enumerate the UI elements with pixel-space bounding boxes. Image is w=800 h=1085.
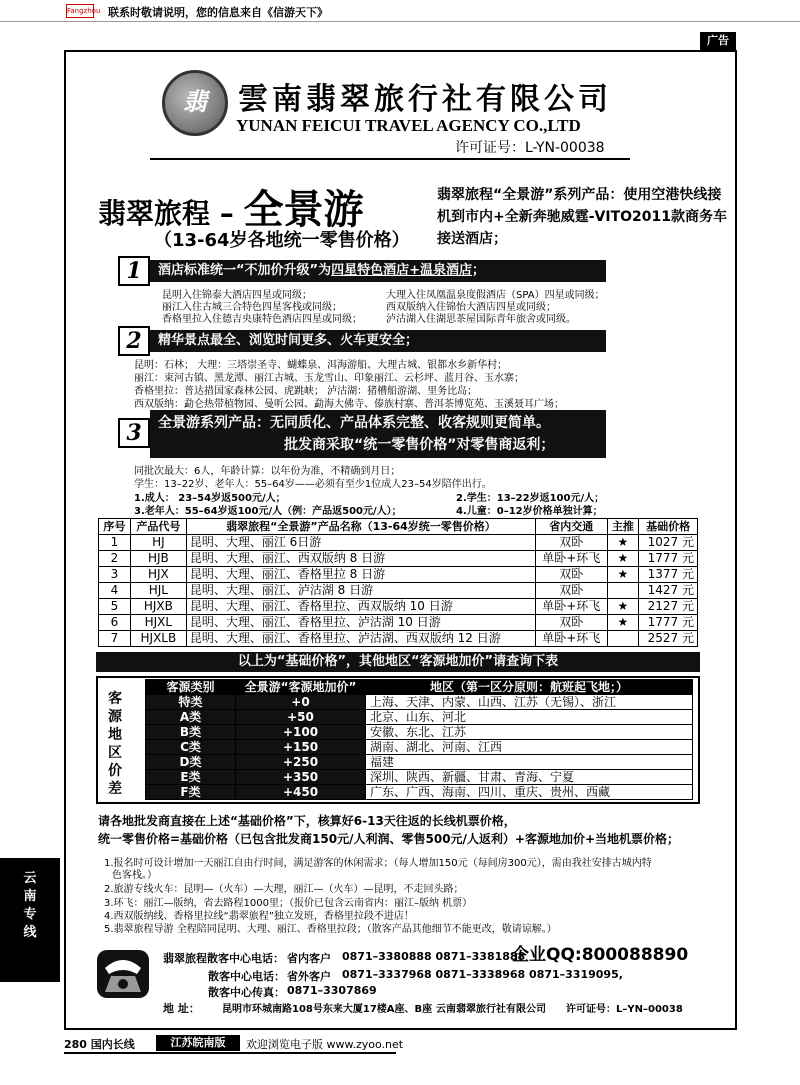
note-line: 2.旅游专线火车：昆明—（火车）—大理，丽江—（火车）—昆明，不走回头路； [104,884,464,895]
table-row: 特类 +0 上海、天津、内蒙、山西、江苏（无锡）、浙江 [146,695,693,710]
section-2-line: 香格里拉：普达措国家森林公园、虎跳峡； 泸沽湖：猪槽船游湖、里务比岛； [134,386,478,397]
welcome-link[interactable]: 欢迎浏览电子版 www.zyoo.net [246,1038,404,1051]
section-1-line: 西双版纳入住锦怡大酒店四星或同级； [386,302,556,313]
source-notice: 联系时敬请说明，您的信息来自《信游天下》 [108,6,328,19]
company-logo: 翡 [162,70,228,136]
rebate-student: 2.学生：13–22岁返100元/人； [456,493,605,504]
product-table-header [99,519,698,535]
edition-tag: 江苏皖南版 [156,1035,240,1051]
section-1-title: 酒店标准统一“不加价升级”为四星特色酒店+温泉酒店； [150,260,606,282]
col-transport: 省内交通 [536,519,607,535]
table-row: C类 +150 湖南、湖北、河南、江西 [146,740,693,755]
table-row: D类 +250 福建 [146,755,693,770]
section-2-number: 2 [118,326,150,356]
address: 昆明市环城南路108号东来大厦17楼A座、B座 [222,1004,433,1015]
col-name: 翡翠旅程“全景游”产品名称（13-64岁统一零售价格） [186,519,535,535]
rebate-adult: 1.成人： 23–54岁返500元/人； [134,493,286,504]
contact-label-3: 散客中心传真： [208,986,285,999]
table-row: 7 HJXLB 昆明、大理、丽江、香格里拉、泸沽湖、西双版纳 12 日游 单卧+环飞 2527 元 [99,631,698,647]
table-row: 6 HJXL 昆明、大理、丽江、香格里拉、泸沽湖 10 日游 双卧 ★ 1777 元 [99,615,698,631]
base-price-banner: 以上为“基础价格”，其他地区“客源地加价”请查询下表 [96,652,700,672]
section-1-line: 泸沽湖入住湖思茶屋国际青年旅舍或同级。 [386,314,576,325]
license-short: 许可证号：L–YN–00038 [566,1004,683,1015]
company-short: 云南翡翠旅行社有限公司 [436,1004,546,1015]
section-3-number: 3 [118,418,150,448]
table-row: 3 HJX 昆明、大理、丽江、香格里拉 8 日游 双卧 ★ 1377 元 [99,567,698,583]
section-3-title: 全景游系列产品：无同质化、产品体系完整、收客规则更简单。 批发商采取“统一零售价格”对零售商返利； [150,410,606,458]
table-row: B类 +100 安徽、东北、江苏 [146,725,693,740]
col-price: 基础价格 [639,519,698,535]
section-2-line: 丽江：束河古镇、黑龙潭、丽江古城、玉龙雪山、印象丽江、云杉坪、蓝月谷、玉水寨； [134,373,524,384]
note-line: 4.西双版纳线、香格里拉线“翡翠旅程”独立发班，香格里拉段不进店！ [104,911,414,922]
side-tab: 云 南 专 线 [0,858,60,982]
note-line: 5.翡翠旅程导游 全程陪同昆明、大理、丽江、香格里拉段；（散客产品其他细节不能更改，敬请谅解。） [104,924,557,935]
contact-outer-label: 省外客户 [287,970,331,983]
note-line: 3.环飞：丽江—版纳，省去路程1000里；（报价已包含云南省内：丽江–版纳 机票） [104,898,473,909]
tagline-sub: （13-64岁各地统一零售价格） [154,230,410,251]
note-line: 1.报名时可设计增加一天丽江自由行时间，满足游客的休闲需求；（每人增加150元（每间房300元），需由我社安排古城内特 [104,858,652,869]
magazine-logo: Fangzhou [66,4,94,18]
company-name-en: YUNAN FEICUI TRAVEL AGENCY CO.,LTD [236,116,581,135]
ad-tag: 广告 [700,32,736,50]
instruction-line: 请各地批发商直接在上述“基础价格”下，核算好6-13天往返的长线机票价格， [98,814,516,828]
col-no: 序号 [99,519,131,535]
table-row: F类 +450 广东、广西、海南、四川、重庆、贵州、西藏 [146,785,693,800]
contact-outer-phone[interactable]: 0871–3337968 0871–3338968 0871–3319095, [342,968,623,981]
tagline-left: 翡翠旅程 – [98,197,244,230]
contact-local-label: 省内客户 [287,952,331,965]
address-label: 地 址： [163,1002,200,1015]
section-3-line: 同批次最大：6人，年龄计算：以年份为准，不精确到月日； [134,466,401,477]
rebate-child: 4.儿童：0–12岁价格单独计算； [456,506,603,517]
section-1-line: 大理入住凤凰温泉度假酒店（SPA）四星或同级； [386,290,605,301]
product-table [98,518,698,647]
tagline-big: 全景游 [243,187,364,233]
section-1-line: 丽江入住古城三合特色四星客栈或同级； [162,302,342,313]
contact-local-phone[interactable]: 0871–3380888 0871–3381888 [342,950,526,963]
source-pricing-label: 客 源 地 区 价 差 [108,691,122,797]
section-1-line: 香格里拉入住德吉央康特色酒店四星或同级； [162,314,362,325]
instruction-line: 统一零售价格=基础价格（已包含批发商150元/人利润、零售500元/人返利）+客源地加价+当地机票价格； [98,832,680,846]
section-3-line: 学生：13–22岁、老年人：55–64岁——必须有至少1位成人23–54岁陪伴出行。 [134,479,492,490]
source-table-header: 客源类别 全景游“客源地加价” 地区（第一区分原则：航班起飞地；） [146,680,693,695]
note-line: 色客栈。） [112,870,157,881]
table-row: 1 HJ 昆明、大理、丽江 6日游 双卧 ★ 1027 元 [99,535,698,551]
rebate-senior: 3.老年人：55–64岁返100元/人（例：产品返500元/人）； [134,506,402,517]
table-row: A类 +50 北京、山东、河北 [146,710,693,725]
intro-text: 翡翠旅程“全景游”系列产品：使用空港快线接机到市内+全新奔驰威霆-VITO2011款商务车接送酒店； [437,187,728,247]
section-2-line: 西双版纳：勐仑热带植物园、曼听公园、勐海大佛寺、傣族村寨、普洱茶博览苑、玉溪聂耳广场； [134,399,564,410]
col-featured: 主推 [607,519,639,535]
source-pricing-table [145,679,693,800]
contact-label-1: 翡翠旅程散客中心电话： [163,952,284,965]
qq-number[interactable]: 企业QQ:800088890 [512,945,689,965]
section-1-number: 1 [118,256,150,286]
header-divider [150,158,630,160]
footer-divider [64,1052,396,1054]
table-row: E类 +350 深圳、陕西、新疆、甘肃、青海、宁夏 [146,770,693,785]
company-name-cn: 雲南翡翠旅行社有限公司 [238,82,612,117]
section-2-line: 昆明：石林； 大理：三塔崇圣寺、蝴蝶泉、洱海游船、大理古城、银都水乡新华村； [134,360,508,371]
col-code: 产品代号 [130,519,186,535]
license-number: 许可证号：L-YN-00038 [455,140,605,156]
table-row: 5 HJXB 昆明、大理、丽江、香格里拉、西双版纳 10 日游 单卧+环飞 ★ 2127 元 [99,599,698,615]
contact-fax: 0871–3307869 [287,984,377,997]
section-1-line: 昆明入住锦泰大酒店四星或同级； [162,290,312,301]
contact-label-2: 散客中心电话： [208,970,285,983]
table-row: 2 HJB 昆明、大理、丽江、西双版纳 8 日游 单卧+环飞 ★ 1777 元 [99,551,698,567]
table-row: 4 HJL 昆明、大理、丽江、泸沽湖 8 日游 双卧 1427 元 [99,583,698,599]
phone-icon [95,946,151,1002]
page-number: 280 国内长线 [64,1038,135,1051]
section-2-title: 精华景点最全、浏览时间更多、火车更安全； [150,330,606,352]
